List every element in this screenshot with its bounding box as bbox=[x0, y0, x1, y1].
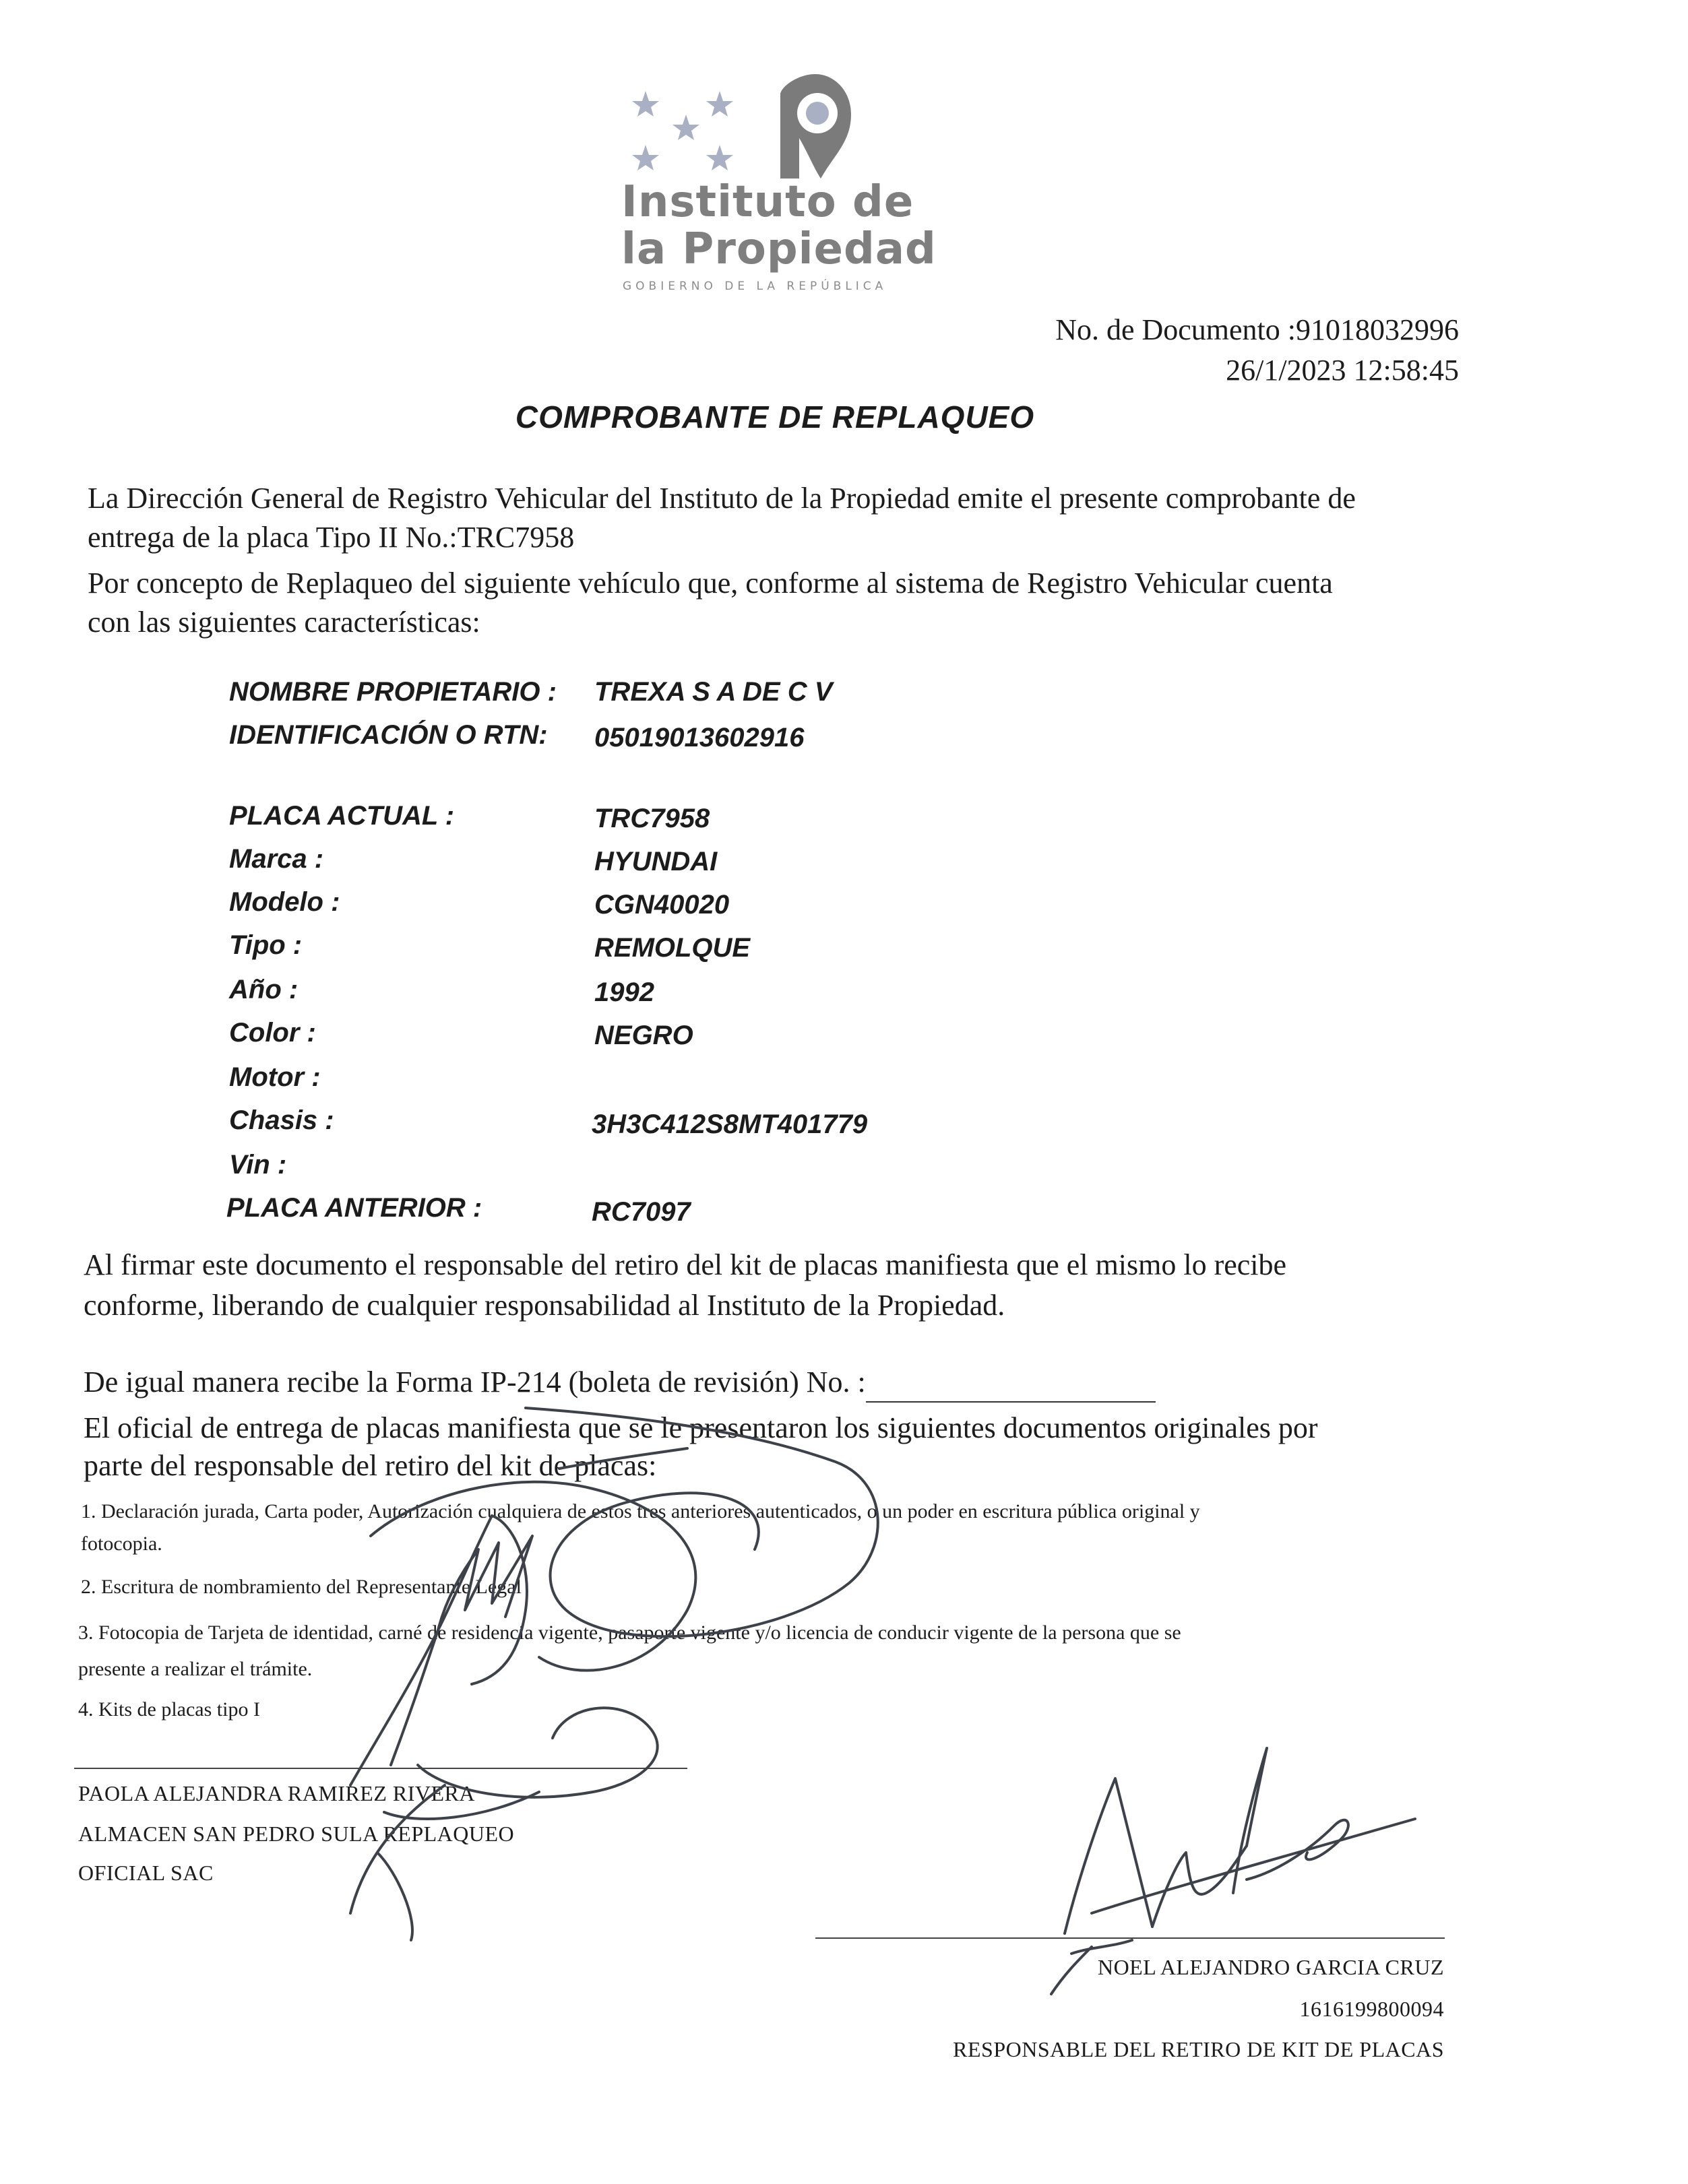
stars-icon bbox=[619, 84, 747, 185]
intro-line-4: con las siguientes características: bbox=[88, 606, 480, 639]
year-label: Año : bbox=[229, 975, 299, 1004]
declaration-line-1: Al firmar este documento el responsable del retiro del kit de placas manifiesta que el mismo lo recibe bbox=[84, 1248, 1287, 1281]
institution-logo bbox=[613, 64, 964, 307]
logo-subtitle: GOBIERNO DE LA REPÚBLICA bbox=[623, 280, 887, 293]
chassis-label: Chasis : bbox=[229, 1105, 334, 1135]
page-title: COMPROBANTE DE REPLAQUEO bbox=[515, 399, 1035, 435]
responsible-name: NOEL ALEJANDRO GARCIA CRUZ bbox=[1097, 1955, 1444, 1979]
vin-label: Vin : bbox=[229, 1150, 287, 1180]
intro-line-2: entrega de la placa Tipo II No.:TRC7958 bbox=[88, 521, 575, 554]
requirement-3b: presente a realizar el trámite. bbox=[78, 1658, 313, 1680]
owner-id-value: 05019013602916 bbox=[594, 723, 805, 752]
requirement-1a: 1. Declaración jurada, Carta poder, Autorización cualquiera de estos tres anteriores autenticados, o un poder en escritura pública original y bbox=[81, 1500, 1200, 1522]
chassis-value: 3H3C412S8MT401779 bbox=[592, 1110, 868, 1139]
requirement-1b: fotocopia. bbox=[81, 1533, 162, 1555]
requirement-4: 4. Kits de placas tipo I bbox=[78, 1698, 260, 1721]
responsible-id: 1616199800094 bbox=[1299, 1997, 1444, 2021]
responsible-handwritten-signature bbox=[1051, 1725, 1429, 2008]
brand-value: HYUNDAI bbox=[594, 847, 718, 876]
color-value: NEGRO bbox=[594, 1021, 693, 1050]
intro-line-3: Por concepto de Replaqueo del siguiente vehículo que, conforme al sistema de Registro Vehicular cuenta bbox=[88, 567, 1333, 600]
type-label: Tipo : bbox=[229, 930, 303, 960]
color-label: Color : bbox=[229, 1018, 316, 1048]
owner-name-label: NOMBRE PROPIETARIO : bbox=[229, 677, 557, 707]
plate-current-value: TRC7958 bbox=[594, 804, 710, 833]
official-name: PAOLA ALEJANDRA RAMIREZ RIVERA bbox=[78, 1781, 475, 1805]
location-pin-icon bbox=[767, 67, 861, 182]
document-number: No. de Documento :91018032996 bbox=[1055, 313, 1459, 346]
requirement-3a: 3. Fotocopia de Tarjeta de identidad, carné de residencia vigente, pasaporte vigente y/o licencia de conducir vigente de la persona que se bbox=[78, 1621, 1181, 1644]
requirement-2: 2. Escritura de nombramiento del Representante Legal bbox=[81, 1576, 522, 1598]
official-location: ALMACEN SAN PEDRO SULA REPLAQUEO bbox=[78, 1822, 515, 1846]
motor-label: Motor : bbox=[229, 1062, 321, 1092]
document-datetime: 26/1/2023 12:58:45 bbox=[1226, 354, 1459, 387]
official-role: OFICIAL SAC bbox=[78, 1861, 214, 1885]
owner-id-label: IDENTIFICACIÓN O RTN: bbox=[229, 720, 548, 750]
intro-line-1: La Dirección General de Registro Vehicular del Instituto de la Propiedad emite el presente comprobante de bbox=[88, 482, 1356, 515]
logo-title-line1: Instituto de bbox=[621, 177, 914, 227]
forma-line-3: parte del responsable del retiro del kit de placas: bbox=[84, 1449, 657, 1482]
declaration-line-2: conforme, liberando de cualquier responsabilidad al Instituto de la Propiedad. bbox=[84, 1289, 1005, 1322]
type-value: REMOLQUE bbox=[594, 933, 751, 963]
plate-current-label: PLACA ACTUAL : bbox=[229, 801, 455, 831]
logo-title-line2: la Propiedad bbox=[621, 224, 937, 274]
logo-title bbox=[621, 179, 937, 273]
official-handwritten-signature bbox=[337, 1388, 943, 1947]
model-value: CGN40020 bbox=[594, 890, 730, 920]
model-label: Modelo : bbox=[229, 887, 340, 917]
brand-label: Marca : bbox=[229, 844, 324, 874]
plate-previous-value: RC7097 bbox=[592, 1197, 691, 1227]
plate-previous-label: PLACA ANTERIOR : bbox=[226, 1193, 482, 1223]
year-value: 1992 bbox=[594, 977, 654, 1007]
owner-name-value: TREXA S A DE C V bbox=[594, 677, 833, 707]
forma-line-2: El oficial de entrega de placas manifiesta que se le presentaron los siguientes documentos originales por bbox=[84, 1411, 1318, 1444]
forma-line-1-text: De igual manera recibe la Forma IP-214 (boleta de revisión) No. : bbox=[84, 1366, 866, 1399]
responsible-role: RESPONSABLE DEL RETIRO DE KIT DE PLACAS bbox=[953, 2037, 1444, 2061]
